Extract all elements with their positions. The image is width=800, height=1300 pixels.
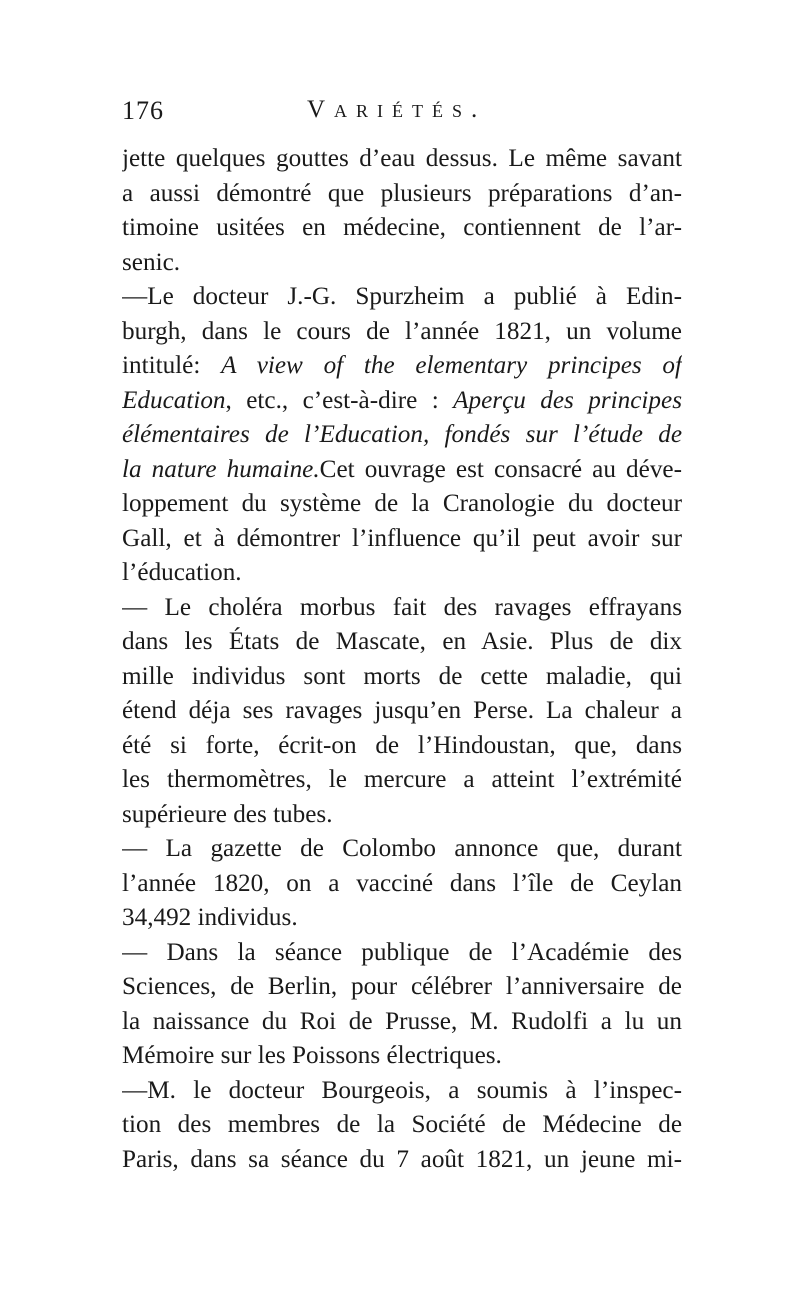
- text-segment: étend déja ses ravages jusqu’en Perse. La chaleur a: [122, 697, 682, 724]
- text-line: [122, 763, 682, 798]
- page-header: [122, 96, 682, 136]
- text-line: [122, 418, 682, 453]
- text-segment: mille individus sont morts de cette maladie, qui: [122, 662, 682, 690]
- text-line: [122, 453, 682, 488]
- text-segment: — La gazette de Colombo annonce que, durant: [122, 835, 682, 862]
- text-line: [122, 625, 682, 660]
- text-line: [122, 1143, 682, 1178]
- text-line: [122, 660, 682, 695]
- text-segment: Gall, et à démontrer l’influence qu’il peut avoir sur: [122, 524, 682, 552]
- text-segment: 34,492 individus.: [122, 904, 298, 931]
- text-segment: a aussi démontré que plusieurs préparations d’an-: [122, 179, 682, 207]
- text-segment: loppement du système de la Cranologie du docteur: [122, 490, 682, 517]
- text-segment: —Le docteur J.-G. Spurzheim a publié à Edin-: [122, 283, 682, 310]
- text-segment: intitulé:: [122, 352, 222, 379]
- text-segment: — Le choléra morbus fait des ravages effrayans: [122, 593, 682, 621]
- italic-segment: la nature humaine.: [122, 455, 320, 483]
- text-line: [122, 1074, 682, 1109]
- text-segment: Mémoire sur les Poissons électriques.: [122, 1042, 502, 1069]
- text-line: [122, 315, 682, 350]
- text-segment: été si forte, écrit-on de l’Hindoustan, que, dans: [122, 731, 682, 759]
- text-line: [122, 1005, 682, 1040]
- text-segment: l’éducation.: [122, 559, 242, 586]
- text-segment: Sciences, de Berlin, pour célébrer l’anniversaire de: [122, 973, 682, 1000]
- text-line: [122, 349, 682, 384]
- text-segment: —M. le docteur Bourgeois, a soumis à l’inspec-: [122, 1076, 682, 1104]
- text-line: [122, 177, 682, 212]
- text-line: [122, 556, 682, 591]
- italic-segment: Education: [122, 386, 226, 414]
- text-line: [122, 901, 682, 936]
- text-line: [122, 867, 682, 902]
- text-line: [122, 384, 682, 419]
- text-line: [122, 936, 682, 971]
- text-segment: burgh, dans le cours de l’année 1821, un volume: [122, 317, 682, 345]
- text-line: [122, 1039, 682, 1074]
- text-segment: — Dans la séance publique de l’Académie des: [122, 938, 682, 966]
- text-segment: Paris, dans sa séance du 7 août 1821, un jeune mi-: [122, 1145, 682, 1173]
- text-line: [122, 1108, 682, 1143]
- italic-segment: A view of the elementary principes of: [221, 352, 682, 379]
- text-segment: senic.: [122, 248, 181, 276]
- text-segment: l’année 1820, on a vacciné dans l’île de Ceylan: [122, 869, 682, 897]
- text-segment: supérieure des tubes.: [122, 800, 333, 828]
- italic-segment: élémentaires de l’Education, fondés sur l’étude de: [122, 421, 682, 448]
- text-line: [122, 211, 682, 246]
- text-segment: les thermomètres, le mercure a atteint l’extrémité: [122, 766, 682, 793]
- text-segment: Cet ouvrage est consacré au déve-: [319, 455, 682, 483]
- text-line: [122, 280, 682, 315]
- text-segment: tion des membres de la Société de Médecine de: [122, 1111, 682, 1138]
- text-line: [122, 246, 682, 281]
- text-segment: dans les États de Mascate, en Asie. Plus de dix: [122, 628, 682, 655]
- text-segment: timoine usitées en médecine, contiennent de l’ar-: [122, 214, 682, 241]
- text-line: [122, 522, 682, 557]
- page-number: 176: [122, 96, 164, 125]
- text-line: [122, 970, 682, 1005]
- body-text: [122, 142, 682, 1177]
- text-segment: , etc., c’est-à-dire :: [225, 386, 454, 414]
- text-line: [122, 798, 682, 833]
- text-line: [122, 729, 682, 764]
- text-segment: la naissance du Roi de Prusse, M. Rudolfi a lu un: [122, 1007, 682, 1035]
- text-line: [122, 487, 682, 522]
- text-line: [122, 832, 682, 867]
- text-line: [122, 591, 682, 626]
- text-line: [122, 694, 682, 729]
- running-title: Variétés.: [307, 96, 487, 123]
- text-line: [122, 142, 682, 177]
- text-segment: jette quelques gouttes d’eau dessus. Le même savant: [122, 145, 682, 172]
- italic-segment: Aperçu des principes: [453, 386, 682, 414]
